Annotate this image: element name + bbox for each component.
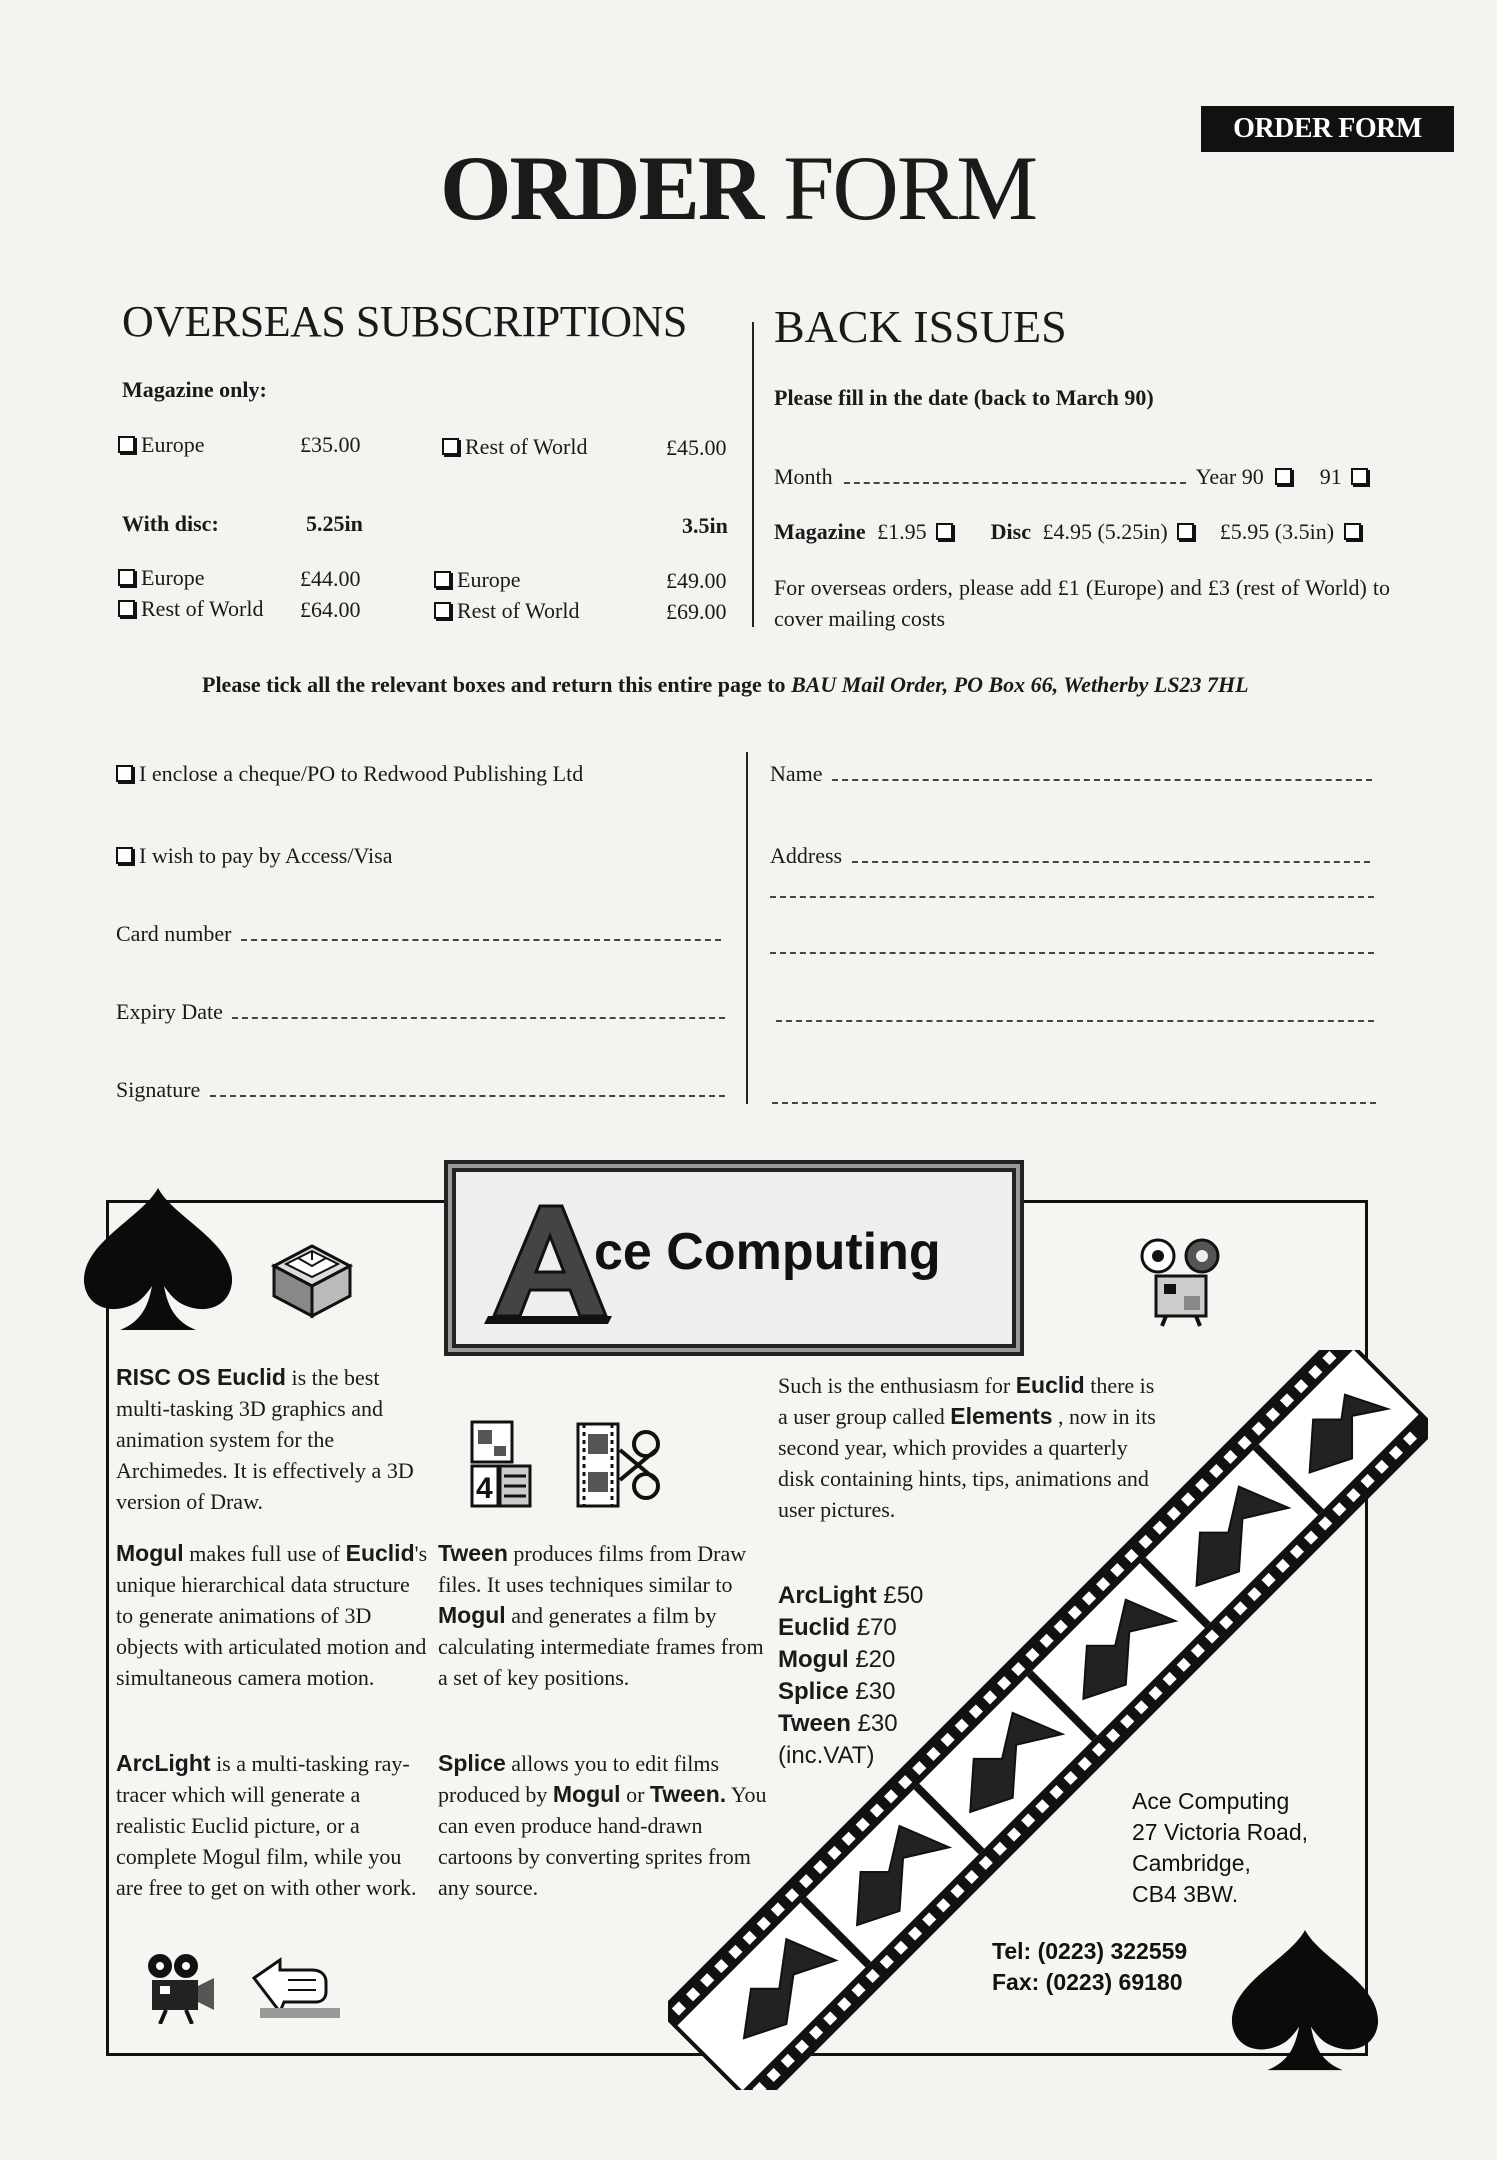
postcode: CB4 3BW. <box>1132 1881 1239 1907</box>
row-magazine-price: £45.00 <box>666 435 727 460</box>
address-input-3[interactable] <box>770 952 1374 954</box>
checkbox-icon[interactable] <box>118 569 135 586</box>
return-address: BAU Mail Order, PO Box 66, Wetherby LS23 7HL <box>791 672 1249 697</box>
splice-description: Splice allows you to edit films produced by Mogul or Tween. You can even produce hand-drawn cartoons by converting sprites from any source. <box>438 1750 767 1900</box>
month-row <box>774 461 1394 492</box>
svg-text:4: 4 <box>476 1472 493 1505</box>
telephone: Tel: (0223) 322559 <box>992 1938 1188 1964</box>
price-item: Tween £30 <box>778 1710 898 1737</box>
address-input-5[interactable] <box>772 1102 1376 1104</box>
disc-label: Disc <box>990 519 1031 544</box>
europe-525-price: £44.00 <box>300 566 361 591</box>
magazine-price: £1.95 <box>877 519 927 544</box>
city: Cambridge, <box>1132 1850 1251 1876</box>
address-input-1[interactable] <box>852 861 1370 863</box>
address-row <box>770 840 1370 871</box>
order-form-tab-label: ORDER FORM <box>1233 113 1422 144</box>
name-row <box>770 758 1372 789</box>
row-525-option[interactable]: Rest of World <box>118 593 263 624</box>
arclight-description: ArcLight is a multi-tasking ray-tracer which will generate a realistic Euclid picture, or a complete Mogul film, while you are free to get on with other work. <box>116 1750 417 1900</box>
euclid-description: RISC OS Euclid is the best multi-tasking 3D graphics and animation system for the Archimedes. It is effectively a 3D version of Draw. <box>116 1364 414 1514</box>
tween-description: Tween produces films from Draw files. It uses techniques similar to Mogul and generates a film by calculating intermediate frames from a set of key positions. <box>438 1540 764 1690</box>
company-name: Ace Computing <box>1132 1788 1290 1814</box>
magazine-only-label: Magazine only: <box>122 377 267 402</box>
europe-35-option[interactable]: Europe <box>434 564 521 595</box>
europe-magazine-option[interactable]: Europe <box>118 429 205 460</box>
month-label: Month <box>774 464 833 489</box>
signature-input[interactable] <box>210 1095 725 1097</box>
back-issue-prices <box>774 516 1414 547</box>
europe-525-option[interactable]: Europe <box>118 562 205 593</box>
back-issues-instruction: Please fill in the date (back to March 90) <box>774 385 1154 410</box>
spade-icon <box>1226 1926 1384 2076</box>
address-label: Address <box>770 843 843 868</box>
magazine-label: Magazine <box>774 519 866 544</box>
card-option[interactable]: I wish to pay by Access/Visa <box>116 840 392 871</box>
ace-a-logo-icon <box>484 1198 612 1326</box>
europe-35-price: £49.00 <box>666 568 727 593</box>
checkbox-icon[interactable] <box>1275 468 1292 485</box>
checkbox-icon[interactable] <box>442 438 459 455</box>
address-input-2[interactable] <box>770 896 1374 898</box>
year-90-label: Year 90 <box>1195 464 1264 489</box>
checkbox-icon[interactable] <box>936 523 953 540</box>
checkbox-icon[interactable] <box>1344 523 1361 540</box>
column-divider-top <box>752 322 754 627</box>
checkbox-icon[interactable] <box>1177 523 1194 540</box>
page-title <box>440 138 1036 238</box>
row-525-price: £64.00 <box>300 597 361 622</box>
price-item: ArcLight £50 <box>778 1582 924 1609</box>
spade-icon <box>78 1184 238 1336</box>
address-input-4[interactable] <box>776 1020 1374 1022</box>
row-35-price: £69.00 <box>666 599 727 624</box>
checkbox-icon[interactable] <box>118 436 135 453</box>
year-91-label: 91 <box>1319 464 1342 489</box>
hand-pointer-icon <box>250 1952 344 2020</box>
disc-35-price: £5.95 (3.5in) <box>1219 519 1335 544</box>
overseas-heading: OVERSEAS SUBSCRIPTIONS <box>122 297 687 346</box>
title-regular: FORM <box>783 137 1037 239</box>
disc-525-label: 5.25in <box>306 511 363 536</box>
vat-note: (inc.VAT) <box>778 1742 875 1769</box>
name-input[interactable] <box>832 779 1372 781</box>
signature-row <box>116 1074 725 1105</box>
month-input[interactable] <box>844 482 1186 484</box>
cheque-option[interactable]: I enclose a cheque/PO to Redwood Publishing Ltd <box>116 758 583 789</box>
card-number-input[interactable] <box>241 939 721 941</box>
euclid-box-icon <box>266 1236 356 1320</box>
movie-camera-icon <box>142 1952 216 2024</box>
contact-address <box>1132 1786 1308 1910</box>
checkbox-icon[interactable] <box>434 602 451 619</box>
price-item: Splice £30 <box>778 1678 896 1705</box>
name-label: Name <box>770 761 823 786</box>
title-bold: ORDER <box>440 137 763 239</box>
expiry-row <box>116 996 725 1027</box>
elements-description: Such is the enthusiasm for Euclid there is a user group called Elements , now in its second year, which provides a quarterly disk containing hints, tips, animations and user pictures. <box>778 1372 1156 1522</box>
europe-magazine-price: £35.00 <box>300 432 361 457</box>
fax: Fax: (0223) 69180 <box>992 1969 1183 1995</box>
overseas-note: For overseas orders, please add £1 (Europe) and £3 (rest of World) to cover mailing costs <box>774 575 1390 631</box>
frames-icon <box>470 1420 680 1510</box>
order-form-tab <box>1201 106 1454 152</box>
checkbox-icon[interactable] <box>118 600 135 617</box>
street: 27 Victoria Road, <box>1132 1819 1309 1845</box>
checkbox-icon[interactable] <box>1351 468 1368 485</box>
signature-label: Signature <box>116 1077 201 1102</box>
expiry-label: Expiry Date <box>116 999 223 1024</box>
row-magazine-option[interactable]: Rest of World <box>442 431 587 462</box>
mogul-description: Mogul makes full use of Euclid's unique hierarchical data structure to generate animations of 3D objects with articulated motion and simultaneous camera motion. <box>116 1540 428 1690</box>
disc-525-price: £4.95 (5.25in) <box>1042 519 1168 544</box>
checkbox-icon[interactable] <box>116 847 133 864</box>
back-issues-heading: BACK ISSUES <box>774 301 1067 352</box>
checkbox-icon[interactable] <box>116 765 133 782</box>
return-instruction: Please tick all the relevant boxes and return this entire page to BAU Mail Order, PO Box 66, Wetherby LS23 7HL <box>202 672 1249 697</box>
price-item: Mogul £20 <box>778 1646 896 1673</box>
expiry-input[interactable] <box>232 1017 725 1019</box>
price-item: Euclid £70 <box>778 1614 897 1641</box>
card-number-label: Card number <box>116 921 232 946</box>
row-35-option[interactable]: Rest of World <box>434 595 579 626</box>
column-divider-bottom <box>746 752 748 1104</box>
disc-35-label: 3.5in <box>682 513 728 538</box>
ace-brand-initial <box>0 0 1 1</box>
checkbox-icon[interactable] <box>434 571 451 588</box>
with-disc-label: With disc: <box>122 511 219 536</box>
ace-brand-name: ce Computing <box>594 1223 941 1281</box>
projector-icon <box>1136 1236 1226 1328</box>
contact-phone <box>992 1936 1187 1998</box>
card-number-row <box>116 918 721 949</box>
